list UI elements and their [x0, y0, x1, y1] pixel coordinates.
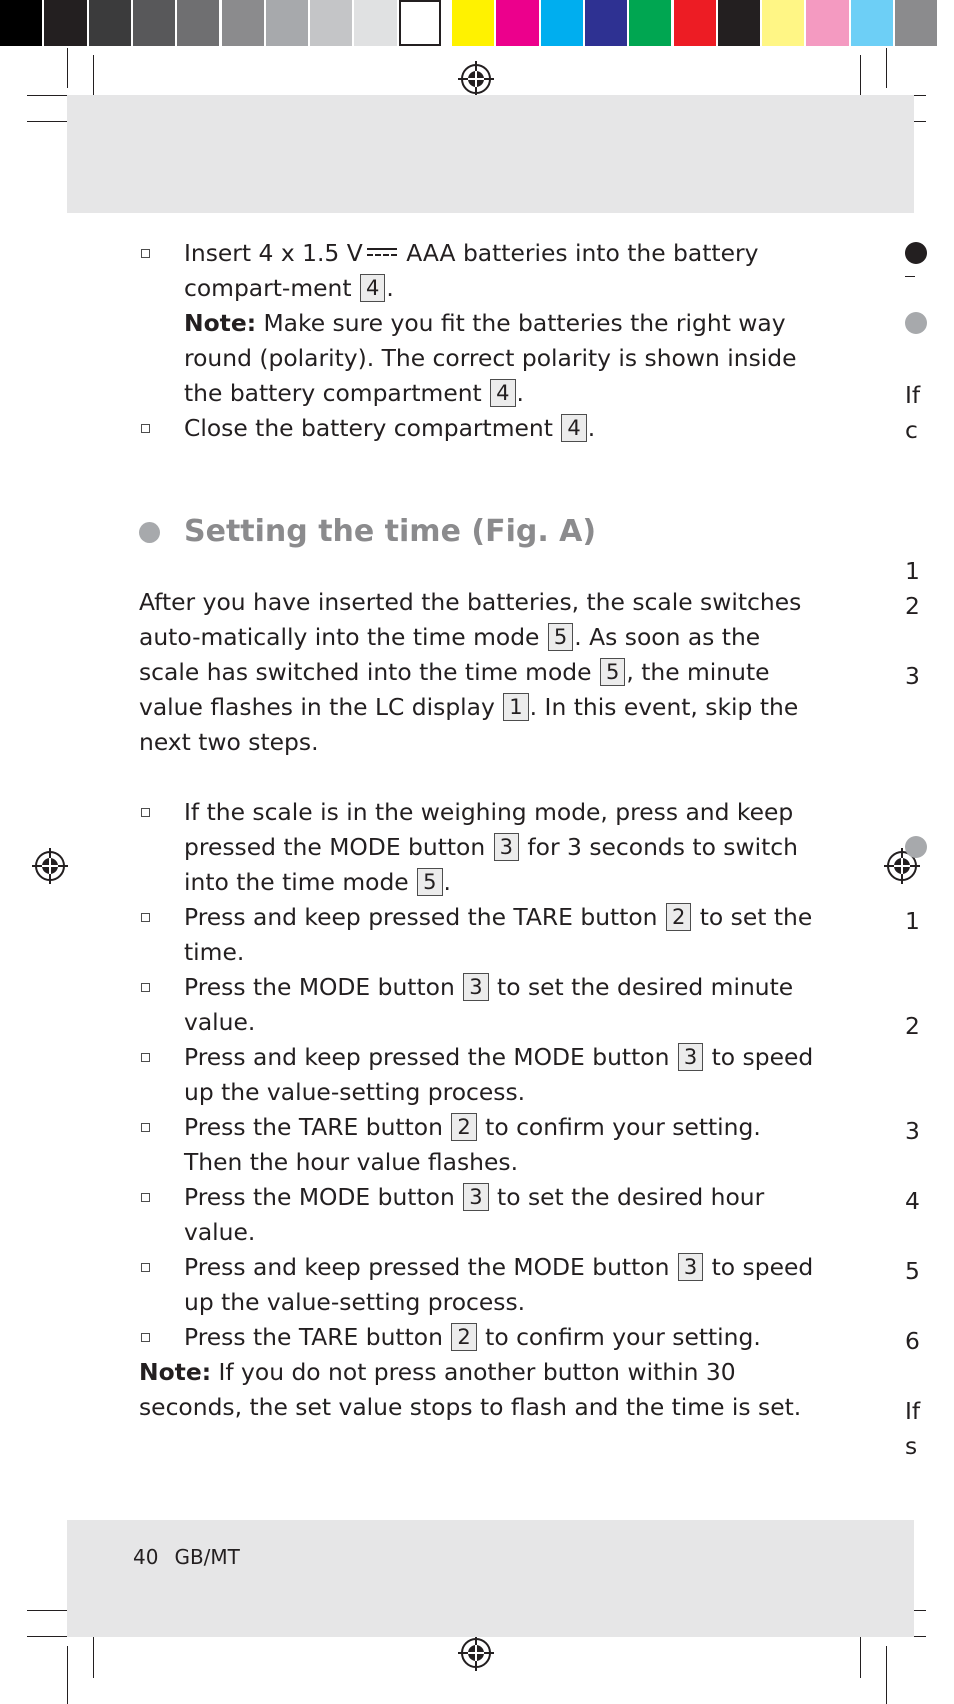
color-swatch: [629, 0, 671, 46]
right-page-fragment: 1: [905, 907, 920, 935]
color-swatch: [806, 0, 848, 46]
spacer: [139, 760, 819, 795]
step-text: Press the TARE button: [184, 1113, 443, 1141]
reference-number: 5: [600, 658, 625, 686]
heading-bullet-icon: [139, 522, 160, 543]
color-swatch: [44, 0, 86, 46]
para-text: After you have inserted the batteries, the scale switches auto-matically into the time mode: [139, 588, 802, 651]
color-swatch: [177, 0, 219, 46]
reference-number: 4: [360, 274, 385, 302]
battery-text-end: AAA batteries into the battery compart-ment: [184, 239, 759, 302]
list-item: [139, 1320, 819, 1355]
checkbox-bullet-icon: [141, 249, 150, 258]
list-item: Insert 4 x 1.5 V AAA batteries into the battery compart-ment 4 . Note: Make sure you fit the batteries the right way round (polarity). The correct polarity is shown inside the battery compartment 4 .: [139, 236, 819, 411]
registration-mark-icon: [32, 848, 68, 884]
color-swatch: [354, 0, 396, 46]
right-page-rule: [905, 276, 915, 277]
color-swatch: [266, 0, 308, 46]
right-page-bullet-icon: [905, 242, 927, 264]
checkbox-bullet-icon: [141, 1123, 150, 1132]
note-label: Note:: [139, 1358, 212, 1386]
battery-text-start: Insert 4 x 1.5 V: [184, 239, 363, 267]
color-swatch: [452, 0, 494, 46]
reference-number: 3: [494, 833, 519, 861]
step-text: to confirm your setting.: [477, 1323, 761, 1351]
checkbox-bullet-icon: [141, 1333, 150, 1342]
list-item: [139, 900, 819, 970]
checkbox-bullet-icon: [141, 424, 150, 433]
checkbox-bullet-icon: [141, 913, 150, 922]
reference-number: 2: [451, 1113, 476, 1141]
crop-mark: [886, 48, 887, 88]
right-page-fragment: 4: [905, 1187, 920, 1215]
right-page-bullet-icon: [905, 836, 927, 858]
step-text: Press the TARE button: [184, 1323, 443, 1351]
step-text: to set the time.: [184, 903, 813, 966]
step-text: Press and keep pressed the TARE button: [184, 903, 658, 931]
step-text: to set the desired hour value.: [184, 1183, 765, 1246]
checkbox-bullet-icon: [141, 1193, 150, 1202]
reference-number: 1: [503, 693, 528, 721]
right-page-fragment: 5: [905, 1257, 920, 1285]
step-text: to set the desired minute value.: [184, 973, 794, 1036]
registration-mark-icon: [458, 61, 494, 97]
step-text: Press the MODE button: [184, 973, 455, 1001]
color-calibration-bar: [0, 0, 954, 46]
step-text: .: [443, 868, 451, 896]
registration-mark-icon: [458, 1635, 494, 1671]
list-item: Close the battery compartment 4 .: [139, 411, 819, 446]
reference-number: 3: [678, 1253, 703, 1281]
right-page-fragment: 2: [905, 1012, 920, 1040]
right-page-fragment: 6: [905, 1327, 920, 1355]
para-text: . As soon as the scale has switched into the time mode: [139, 623, 761, 686]
footer-band: [67, 1520, 914, 1637]
dc-voltage-icon: [367, 246, 397, 258]
color-swatch: [310, 0, 352, 46]
right-page-fragment: s: [905, 1432, 918, 1460]
reference-number: 3: [463, 973, 488, 1001]
close-compartment-text: Close the battery compartment: [184, 414, 553, 442]
language-code: GB/MT: [174, 1545, 240, 1569]
reference-number: 5: [417, 868, 442, 896]
checkbox-bullet-icon: [141, 1053, 150, 1062]
list-item: [139, 795, 819, 900]
reference-number: 3: [463, 1183, 488, 1211]
step-text: Press and keep pressed the MODE button: [184, 1043, 670, 1071]
color-swatch: [762, 0, 804, 46]
step-text: Press and keep pressed the MODE button: [184, 1253, 670, 1281]
reference-number: 4: [490, 379, 515, 407]
right-page-fragment: 3: [905, 1117, 920, 1145]
color-swatch: [133, 0, 175, 46]
right-page-fragment: If: [905, 381, 921, 409]
crop-mark: [67, 1646, 68, 1704]
intro-paragraph: [139, 585, 819, 760]
color-swatch: [541, 0, 583, 46]
color-swatch: [851, 0, 893, 46]
header-band: [67, 95, 914, 213]
checkbox-bullet-icon: [141, 983, 150, 992]
list-item: [139, 970, 819, 1040]
right-page-fragment: c: [905, 416, 918, 444]
final-note: [139, 1355, 819, 1425]
color-swatch: [718, 0, 760, 46]
right-page-fragment: 2: [905, 592, 920, 620]
step-text: If the scale is in the weighing mode, press and keep pressed the MODE button: [184, 798, 794, 861]
step-text: to speed up the value-setting process.: [184, 1043, 814, 1106]
color-swatch: [0, 0, 42, 46]
step-text: to speed up the value-setting process.: [184, 1253, 814, 1316]
crop-mark: [860, 1630, 861, 1678]
reference-number: 4: [561, 414, 586, 442]
page-number: 40: [133, 1545, 159, 1569]
color-swatch: [399, 0, 441, 46]
page-content: [139, 236, 819, 1425]
reference-number: 5: [548, 623, 573, 651]
list-item: [139, 1110, 819, 1180]
color-swatch: [585, 0, 627, 46]
list-item: [139, 1040, 819, 1110]
reference-number: 2: [451, 1323, 476, 1351]
note-label: Note:: [184, 309, 257, 337]
crop-mark: [67, 48, 68, 88]
step-text: for 3 seconds to switch into the time mode: [184, 833, 798, 896]
right-page-fragment: If: [905, 1397, 921, 1425]
right-page-fragment: 3: [905, 662, 920, 690]
crop-mark: [93, 1630, 94, 1678]
reference-number: 3: [678, 1043, 703, 1071]
step-text: Press the MODE button: [184, 1183, 455, 1211]
color-swatch: [222, 0, 264, 46]
right-page-fragment: 1: [905, 557, 920, 585]
checkbox-bullet-icon: [141, 808, 150, 817]
color-swatch: [895, 0, 937, 46]
step-text: to confirm your setting. Then the hour value flashes.: [184, 1113, 761, 1176]
note-text: If you do not press another button within 30 seconds, the set value stops to flash and the time is set.: [139, 1358, 802, 1421]
color-swatch: [674, 0, 716, 46]
color-swatch: [496, 0, 538, 46]
reference-number: 2: [666, 903, 691, 931]
section-heading: [139, 507, 819, 557]
checkbox-bullet-icon: [141, 1263, 150, 1272]
color-swatch: [89, 0, 131, 46]
note-text: Make sure you fit the batteries the right way round (polarity). The correct polarity is shown inside the battery compartment: [184, 309, 797, 407]
list-item: [139, 1250, 819, 1320]
right-page-bullet-icon: [905, 312, 927, 334]
page-footer: [133, 1545, 256, 1569]
section-title: Setting the time (Fig. A): [184, 514, 597, 549]
list-item: [139, 1180, 819, 1250]
para-text: . In this event, skip the next two steps.: [139, 693, 799, 756]
crop-mark: [886, 1646, 887, 1704]
para-text: , the minute value flashes in the LC display: [139, 658, 770, 721]
